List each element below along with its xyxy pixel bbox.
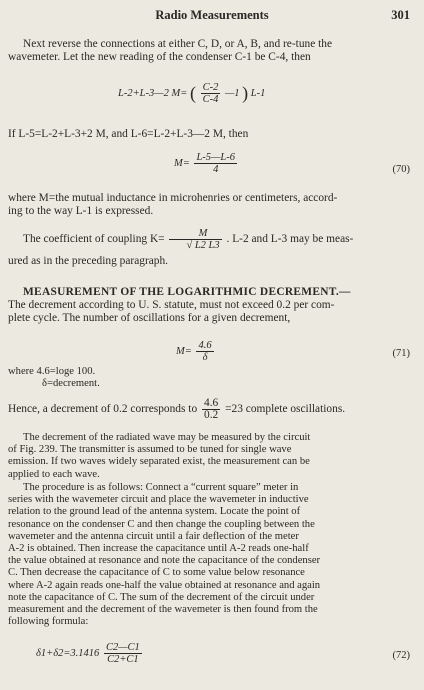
fraction [202,398,220,421]
text-line: Next reverse the connections at either C, D, or A, B, and re-tune the [23,38,333,50]
equation-70 [174,152,239,175]
fraction [194,152,237,175]
equation-number: (71) [392,348,410,359]
text-line: plete cycle. The number of oscillations for a given decrement, [8,312,291,324]
paragraph-reverse-connections [8,38,408,64]
fraction-denominator: 4 [213,164,219,175]
text-line: following formula: [8,616,89,628]
paragraph-hence [8,398,408,421]
text-line: The procedure is as follows: Connect a “current square” meter in [23,482,299,493]
text-line: wavemeter. Let the new reading of the condenser C-1 be C-4, then [8,51,311,63]
equation-number: (72) [392,650,410,661]
paragraph-mutual-inductance [8,192,408,218]
text-span: . L-2 and L-3 may be meas- [226,233,354,246]
text-line: The decrement according to U. S. statute, must not exceed 0.2 per com- [8,299,335,311]
fraction-numerator: 4.6 [204,397,219,409]
fraction [104,642,142,665]
fraction-numerator: L-5—L-6 [196,152,235,163]
text-line: where A-2 again reads one-half the value obtained at resonance and again [8,579,321,591]
equation-left: M= [174,157,190,169]
fraction-numerator: 4.6 [198,340,212,351]
text-line: A-2 is obtained. Then increase the capacitance until A-2 reads one-half [8,543,309,555]
fraction-denominator: C2+C1 [107,654,139,665]
text-line: where M=the mutual inductance in microhenries or centimeters, accord- [8,192,338,204]
left-parenthesis: ( [189,83,196,103]
fraction-denominator: 0.2 [204,409,219,421]
fraction-denominator: C-4 [202,94,219,105]
text-line: relation to the ground lead of the antenna system. Locate the point of [8,506,301,518]
text-line: series with the wavemeter circuit and place the wavemeter in inductive [8,494,309,506]
text-line: measurement and the decrement of the wavemeter is then found from the [8,604,318,616]
text-line: The decrement of the radiated wave may be measured by the circuit [23,432,311,443]
text-line: of Fig. 239. The transmitter is assumed to be tuned for single wave [8,444,292,456]
equation-72 [36,642,144,665]
equation-right: L-1 [250,87,266,99]
text-line: note the capacitance of C. The sum of the decrement of the circuit under [8,591,315,603]
text-line: wavemeter and the antenna circuit until a fair deflection of the meter [8,530,299,542]
equation-left: M= [176,345,192,357]
text-span: Hence, a decrement of 0.2 corresponds to [8,403,198,416]
text-span: =23 complete oscillations. [225,403,346,416]
paragraph-definitions [8,128,408,141]
text-line: If L-5=L-2+L-3+2 M, and L-6=L-2+L-3—2 M, then [8,128,249,140]
text-line: emission. If two waves widely separated exist, the measurement can be [8,456,310,468]
where-block [8,366,408,390]
text-line [8,228,408,251]
fraction-numerator: M [169,228,221,240]
text-line: ing to the way L-1 is expressed. [8,205,154,217]
paragraph-radiated-wave [8,432,408,481]
text-span: The coefficient of coupling K= [23,233,165,246]
text-line: resonance on the condenser C and then change the coupling between the [8,518,315,530]
text-line: the value obtained at resonance and note the capacitance of the condenser [8,555,321,567]
fraction-denominator: √ L2 L3 [186,240,220,251]
text-line: δ=decrement. [42,378,100,390]
equation-71 [176,340,216,363]
text-line: applied to each wave. [8,468,100,480]
section-heading: MEASUREMENT OF THE LOGARITHMIC DECREMENT.— [23,286,351,298]
paragraph-coupling-coefficient [8,228,408,268]
right-parenthesis: ) [242,83,249,103]
page-header [0,8,424,24]
fraction-denominator: δ [202,352,208,363]
fraction [196,340,213,363]
equation-coupling-readings [118,82,265,105]
text-line: ured as in the preceding paragraph. [8,255,169,267]
page-number: 301 [391,8,410,22]
equation-term: —1 [224,87,240,99]
fraction [201,82,221,105]
fraction [169,228,221,251]
section-log-decrement [8,286,408,325]
equation-number: (70) [392,164,410,175]
equation-left: L-2+L-3—2 M= [118,87,188,99]
paragraph-procedure [8,482,408,628]
fraction-numerator: C2—C1 [105,642,140,653]
equation-left: δ1+δ2=3.1416 [36,647,100,659]
fraction-numerator: C-2 [202,82,219,93]
text-line: where 4.6=loge 100. [8,366,96,377]
text-line: C. Then decrease the capacitance of C to some value below resonance [8,567,305,579]
running-title: Radio Measurements [155,8,269,22]
